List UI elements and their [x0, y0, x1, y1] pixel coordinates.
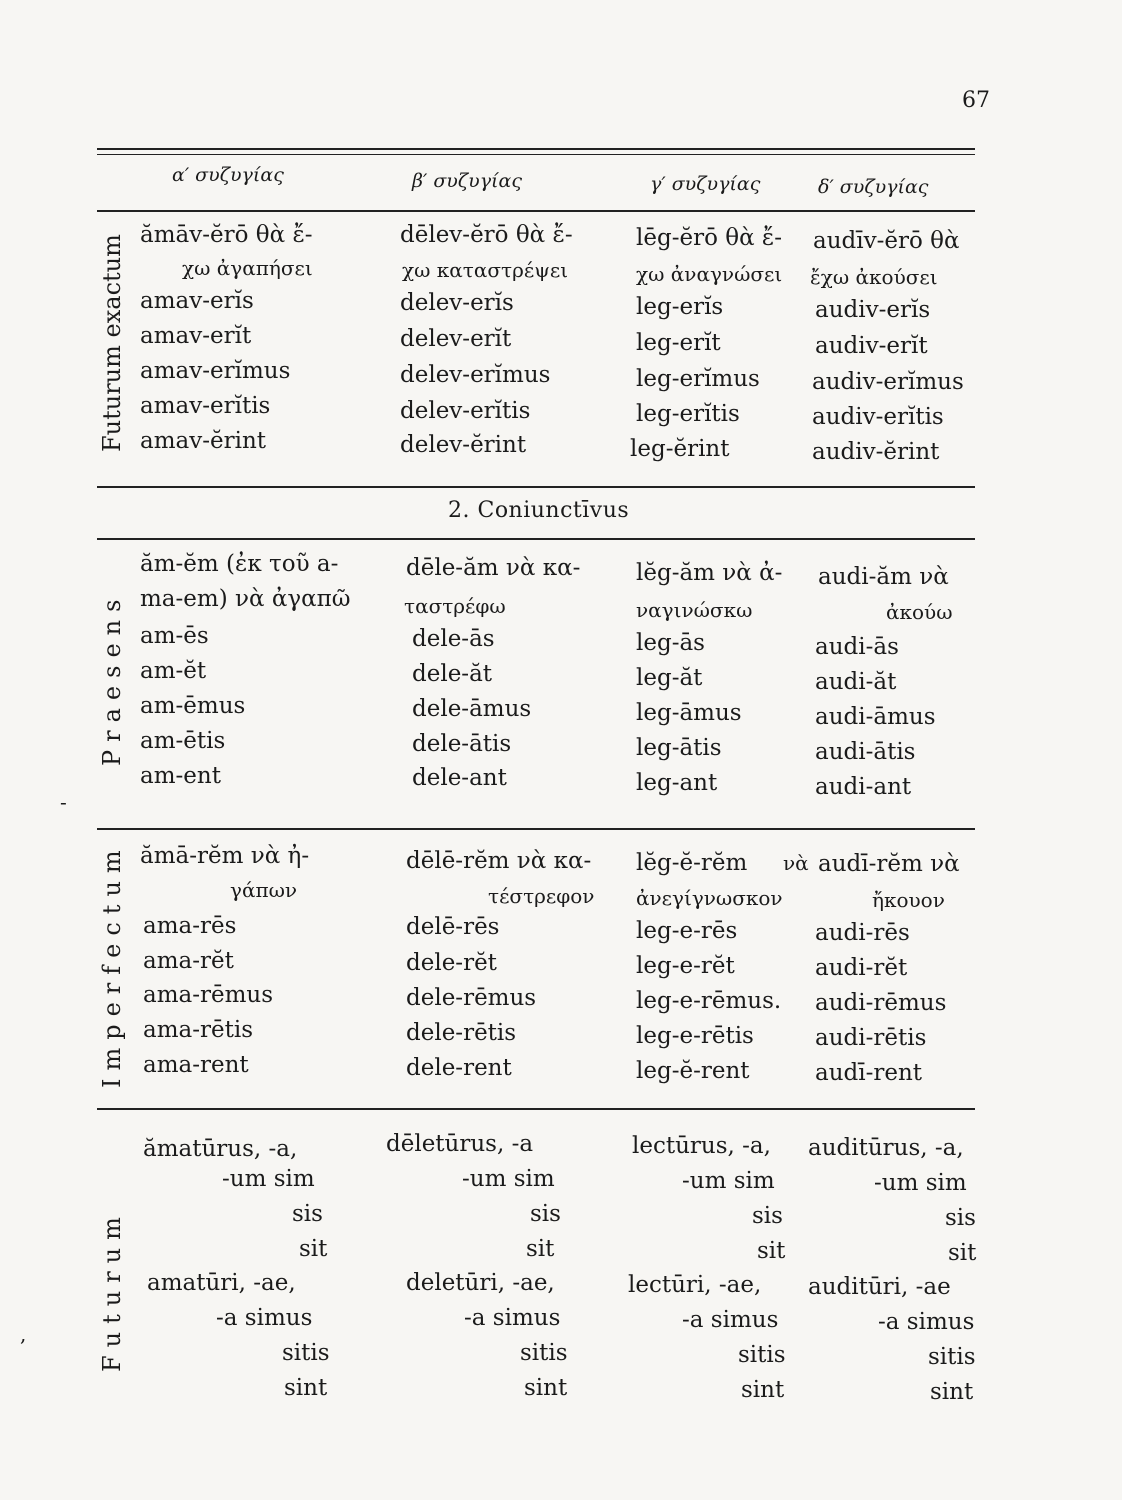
- fe-col4-line2: ἔχω ἀκούσει: [810, 265, 938, 289]
- header-fourth-conjugation: δ′ συζυγίας: [818, 176, 929, 198]
- impf-col4-line3: audi-rēs: [815, 920, 910, 946]
- impf-col4-line4: audi-rĕt: [815, 955, 908, 981]
- fut-col2-line5: deletūri, -ae,: [406, 1270, 555, 1296]
- pr-col1-line7: am-ent: [140, 763, 221, 789]
- impf-col2-line2: τέστρεφον: [488, 884, 595, 908]
- impf-col1-line4: ama-rĕt: [143, 948, 234, 974]
- fut-col3-line3: sis: [752, 1203, 783, 1229]
- fe-col1-line7: amav-ĕrint: [140, 428, 267, 454]
- fut-col1-line1: ămatūrus, -a,: [143, 1136, 298, 1162]
- fe-col3-line6: leg-erĭtis: [636, 401, 740, 427]
- impf-col2-line3: delē-rēs: [406, 914, 500, 940]
- fut-col1-line7: sitis: [282, 1340, 330, 1366]
- impf-col4-line5: audi-rēmus: [815, 990, 947, 1016]
- pr-col3-line5: leg-āmus: [636, 700, 742, 726]
- fe-col1-line6: amav-erĭtis: [140, 393, 271, 419]
- fut-col3-line2: -um sim: [682, 1168, 775, 1194]
- pr-col1-line6: am-ētis: [140, 728, 226, 754]
- pr-col2-line5: dele-āmus: [412, 696, 532, 722]
- label-futurum: Futurum: [98, 1209, 126, 1372]
- impf-col2-line5: dele-rēmus: [406, 985, 537, 1011]
- fe-col3-line1: lēg-ĕrō θὰ ἔ-: [636, 225, 783, 251]
- pr-col3-line6: leg-ātis: [636, 735, 722, 761]
- fe-col3-line4: leg-erĭt: [636, 330, 721, 356]
- fe-col3-line3: leg-erĭs: [636, 294, 724, 320]
- fut-col3-line7: sitis: [738, 1342, 786, 1368]
- pr-col4-line5: audi-āmus: [815, 704, 936, 730]
- fe-col1-line5: amav-erĭmus: [140, 358, 291, 384]
- pr-col2-line1: dēle-ăm νὰ κα-: [406, 555, 581, 581]
- impf-col3-line4: leg-e-rĕt: [636, 953, 735, 979]
- fut-col4-line7: sitis: [928, 1344, 976, 1370]
- fut-col1-line3: sis: [292, 1201, 323, 1227]
- fut-col3-line6: -a simus: [682, 1307, 779, 1333]
- top-rule: [97, 148, 975, 150]
- impf-col3-line5: leg-e-rēmus.: [636, 988, 782, 1014]
- margin-tick: ,: [20, 1322, 27, 1346]
- fe-col2-line4: delev-erĭt: [400, 326, 512, 352]
- pr-col1-line1: ăm-ĕm (ἐκ τοῦ a-: [140, 551, 339, 577]
- margin-dash: -: [60, 790, 67, 814]
- label-imperfectum: Imperfectum: [98, 842, 126, 1088]
- imperfectum-bottom-rule: [97, 1108, 975, 1110]
- fut-col3-line5: lectūri, -ae,: [628, 1272, 762, 1298]
- fut-col4-line3: sis: [945, 1205, 976, 1231]
- top-rule-inner: [97, 154, 975, 155]
- pr-col1-line2: ma-em) νὰ ἀγαπῶ: [140, 586, 351, 612]
- pr-col3-line3: leg-ās: [636, 630, 705, 656]
- pr-col4-line6: audi-ātis: [815, 739, 916, 765]
- impf-col1-line6: ama-rētis: [143, 1017, 254, 1043]
- impf-col1-line2: γάπων: [230, 878, 298, 902]
- fut-col2-line4: sit: [526, 1236, 555, 1262]
- fe-col1-line2: χω ἀγαπήσει: [182, 256, 313, 280]
- fe-col3-line2: χω ἀναγνώσει: [636, 262, 783, 286]
- pr-col2-line7: dele-ant: [412, 765, 507, 791]
- fut-col3-line8: sint: [741, 1377, 785, 1403]
- impf-col3-na: νὰ: [783, 851, 809, 875]
- fe-col2-line3: delev-erĭs: [400, 290, 514, 316]
- impf-col3-line6: leg-e-rētis: [636, 1023, 754, 1049]
- impf-col2-line4: dele-rĕt: [406, 950, 497, 976]
- impf-col4-line7: audī-rent: [815, 1060, 923, 1086]
- pr-col4-line3: audi-ās: [815, 634, 899, 660]
- fe-col4-line3: audiv-erĭs: [815, 297, 931, 323]
- impf-col1-line5: ama-rēmus: [143, 982, 274, 1008]
- fut-col1-line2: -um sim: [222, 1166, 315, 1192]
- header-first-conjugation: α′ συζυγίας: [172, 164, 284, 186]
- pr-col3-line1: lĕg-ăm νὰ ἀ-: [636, 560, 783, 586]
- page-number: 67: [962, 88, 990, 113]
- fe-col4-line5: audiv-erĭmus: [812, 369, 964, 395]
- pr-col2-line2: ταστρέφω: [404, 594, 506, 618]
- fut-col1-line6: -a simus: [216, 1305, 313, 1331]
- pr-col4-line2: ἀκούω: [886, 600, 953, 624]
- pr-col2-line6: dele-ātis: [412, 731, 512, 757]
- impf-col1-line3: ama-rēs: [143, 913, 237, 939]
- fut-col3-line4: sit: [757, 1238, 786, 1264]
- fe-col4-line7: audiv-ĕrint: [812, 439, 940, 465]
- pr-col1-line4: am-ĕt: [140, 658, 207, 684]
- label-futurum-exactum: Futurum exactum: [98, 234, 126, 452]
- impf-col2-line6: dele-rētis: [406, 1020, 517, 1046]
- fut-col1-line5: amatūri, -ae,: [147, 1270, 296, 1296]
- impf-col1-line1: ămā-rĕm νὰ ἠ-: [140, 843, 310, 869]
- fe-col3-line7: leg-ĕrint: [630, 436, 730, 462]
- fut-col2-line1: dēletūrus, -a: [386, 1131, 534, 1157]
- pr-col3-line4: leg-ăt: [636, 665, 703, 691]
- fut-col4-line1: auditūrus, -a,: [808, 1135, 964, 1161]
- label-praesens: Praesens: [98, 591, 126, 766]
- fut-col4-line6: -a simus: [878, 1309, 975, 1335]
- section-title-coniunctivus: 2. Coniunctīvus: [448, 498, 630, 523]
- impf-col2-line7: dele-rent: [406, 1055, 512, 1081]
- pr-col2-line4: dele-ăt: [412, 661, 493, 687]
- impf-col3-line1: lĕg-ĕ-rĕm: [636, 850, 748, 876]
- fut-col2-line2: -um sim: [462, 1166, 555, 1192]
- fe-col2-line1: dēlev-ĕrō θὰ ἔ-: [400, 222, 573, 248]
- fut-col4-line8: sint: [930, 1379, 974, 1405]
- fut-col4-line2: -um sim: [874, 1170, 967, 1196]
- impf-col3-line3: leg-e-rēs: [636, 918, 738, 944]
- fut-col1-line8: sint: [284, 1375, 328, 1401]
- impf-col4-line6: audi-rētis: [815, 1025, 927, 1051]
- fut-col4-line4: sit: [948, 1240, 977, 1266]
- fe-col4-line6: audiv-erĭtis: [812, 404, 944, 430]
- fe-col4-line1: audīv-ĕrō θὰ: [813, 228, 960, 254]
- header-second-conjugation: β′ συζυγίας: [412, 170, 522, 192]
- impf-col4-line2: ἤκουον: [872, 888, 945, 912]
- fut-col3-line1: lectūrus, -a,: [632, 1133, 771, 1159]
- pr-col2-line3: dele-ās: [412, 626, 495, 652]
- fe-col1-line1: ămāv-ĕrō θὰ ἔ-: [140, 222, 313, 248]
- praesens-bottom-rule: [97, 828, 975, 830]
- fe-col2-line5: delev-erĭmus: [400, 362, 551, 388]
- header-third-conjugation: γ′ συζυγίας: [650, 173, 761, 195]
- fe-col3-line5: leg-erĭmus: [636, 366, 760, 392]
- impf-col2-line1: dēlē-rĕm νὰ κα-: [406, 848, 592, 874]
- pr-col4-line4: audi-ăt: [815, 669, 897, 695]
- fe-col2-line2: χω καταστρέψει: [402, 258, 569, 282]
- coniunctivus-bottom-rule: [97, 538, 975, 540]
- coniunctivus-top-rule: [97, 486, 975, 488]
- fe-col2-line7: delev-ĕrint: [400, 432, 527, 458]
- impf-col4-line1: audī-rĕm νὰ: [818, 851, 960, 877]
- pr-col1-line5: am-ēmus: [140, 693, 246, 719]
- fut-col2-line7: sitis: [520, 1340, 568, 1366]
- fe-col1-line4: amav-erĭt: [140, 323, 252, 349]
- fut-col2-line6: -a simus: [464, 1305, 561, 1331]
- fe-col4-line4: audiv-erĭt: [815, 333, 928, 359]
- fut-col2-line3: sis: [530, 1201, 561, 1227]
- pr-col1-line3: am-ēs: [140, 623, 209, 649]
- pr-col3-line2: ναγινώσκω: [636, 598, 753, 622]
- impf-col1-line7: ama-rent: [143, 1052, 249, 1078]
- impf-col3-line7: leg-ĕ-rent: [636, 1058, 750, 1084]
- header-bottom-rule: [97, 210, 975, 212]
- fe-col1-line3: amav-erĭs: [140, 288, 254, 314]
- pr-col3-line7: leg-ant: [636, 770, 718, 796]
- fut-col1-line4: sit: [299, 1236, 328, 1262]
- fut-col2-line8: sint: [524, 1375, 568, 1401]
- pr-col4-line7: audi-ant: [815, 774, 912, 800]
- fut-col4-line5: auditūri, -ae: [808, 1274, 951, 1300]
- pr-col4-line1: audi-ăm νὰ: [818, 564, 949, 590]
- fe-col2-line6: delev-erĭtis: [400, 398, 531, 424]
- impf-col3-line2: ἀνεγίγνωσκον: [636, 886, 783, 910]
